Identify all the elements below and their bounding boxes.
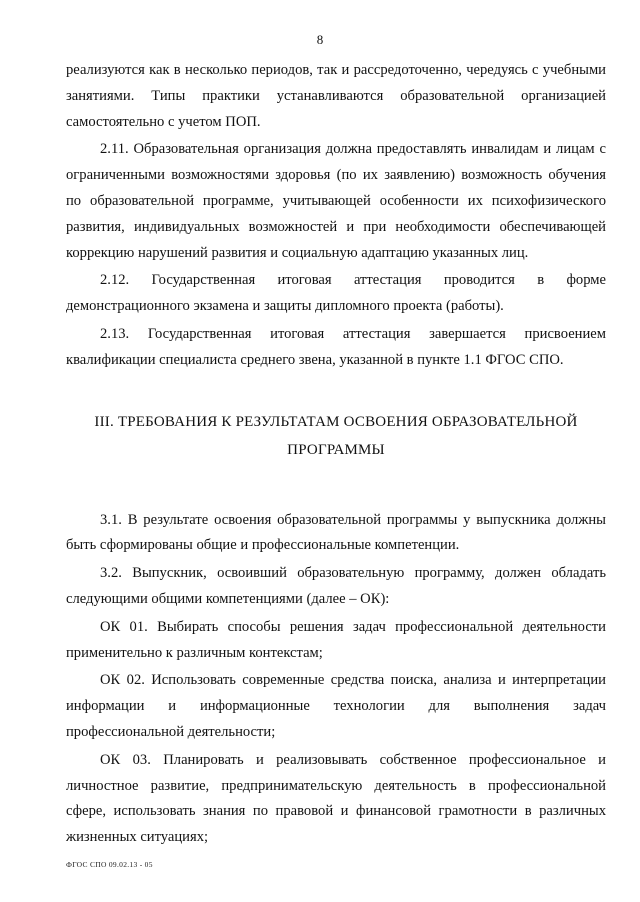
paragraph-2-12: 2.12. Государственная итоговая аттестация проводится в форме демонстрационного экзамена и защиты дипломного проекта (работы). [66, 272, 606, 315]
section-heading-line-2: ПРОГРАММЫ [287, 441, 385, 458]
page-number: 8 [316, 32, 324, 47]
section-heading-line-1: III. ТРЕБОВАНИЯ К РЕЗУЛЬТАТАМ ОСВОЕНИЯ ОБРАЗОВАТЕЛЬНОЙ [94, 413, 578, 430]
section-heading [66, 408, 606, 464]
paragraph-3-1: 3.1. В результате освоения образовательной программы у выпускника должны быть сформированы общие и профессиональные компетенции. [66, 511, 606, 554]
paragraph-continuation: реализуются как в несколько периодов, так и рассредоточенно, чередуясь с учебными занятиями. Типы практики устанавливаются образовательной организацией самостоятельно с учетом ПОП. [66, 62, 606, 130]
paragraph-3-2: 3.2. Выпускник, освоивший образовательную программу, должен обладать следующими общими компетенциями (далее – ОК): [66, 565, 606, 607]
competency-ok-02: ОК 02. Использовать современные средства поиска, анализа и интерпретации информации и информационные технологии для выполнения задач профессиональной деятельности; [66, 672, 606, 740]
competency-ok-03: ОК 03. Планировать и реализовывать собственное профессиональное и личностное развитие, предпринимательскую деятельность в профессиональной сфере, использовать знания по правовой и финансовой грамотности в различных жизненных ситуациях; [66, 751, 606, 846]
footer-document-code: ФГОС СПО 09.02.13 - 05 [66, 860, 153, 869]
document-body [66, 58, 606, 851]
competency-ok-01: ОК 01. Выбирать способы решения задач профессиональной деятельности применительно к различным контекстам; [66, 618, 606, 661]
paragraph-2-13: 2.13. Государственная итоговая аттестация завершается присвоением квалификации специалиста среднего звена, указанной в пункте 1.1 ФГОС СПО. [66, 325, 606, 368]
paragraph-2-11: 2.11. Образовательная организация должна предоставлять инвалидам и лицам с ограниченными возможностями здоровья (по их заявлению) возможность обучения по образовательной программе, учитывающей особенности их психофизического развития, индивидуальных возможностей и при необходимости обеспечивающей коррекцию нарушений развития и социальную адаптацию указанных лиц. [66, 141, 606, 261]
